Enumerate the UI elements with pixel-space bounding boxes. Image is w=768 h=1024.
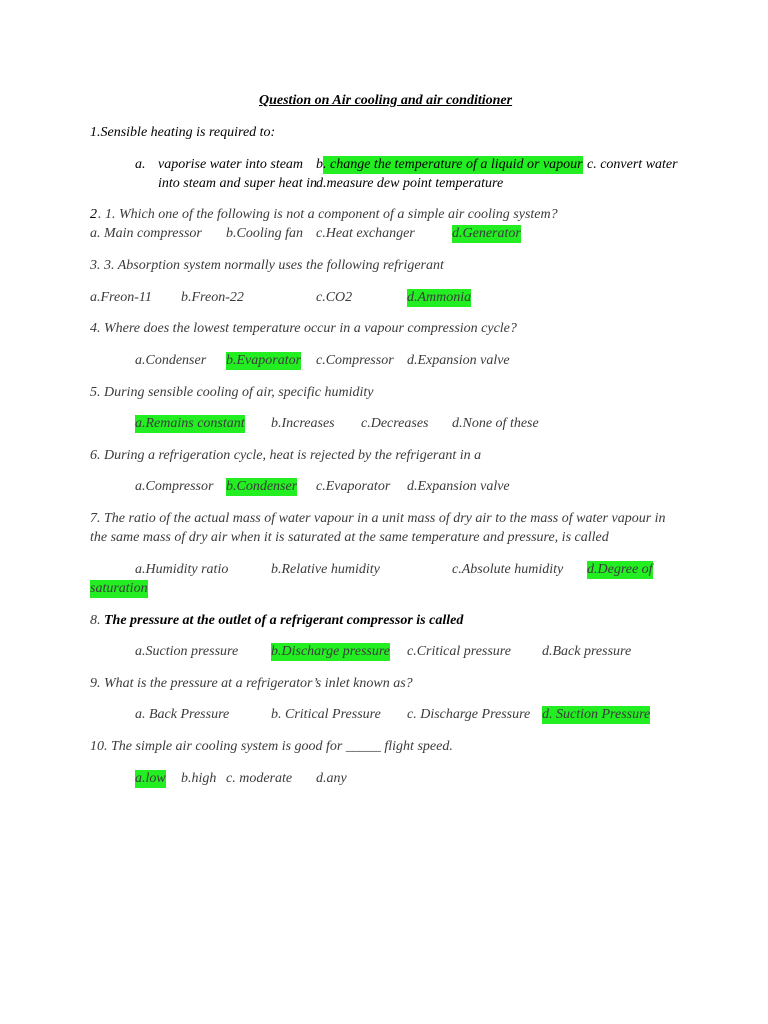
question-7-option-c: c.Absolute humidity (452, 562, 564, 577)
question-1-option-c: c. convert water (587, 157, 678, 172)
question-2-number: 2 (90, 207, 97, 222)
question-2-option-b: b.Cooling fan (226, 226, 304, 241)
question-8-option-a: a.Suction pressure (135, 644, 239, 659)
question-2-option-a: a. Main compressor (90, 226, 202, 241)
question-1-option-b-prefix: b (316, 157, 323, 172)
question-9-stem: 9. What is the pressure at a refrigerator’s inlet known as? (90, 676, 413, 691)
question-4-option-d: d.Expansion valve (407, 353, 510, 368)
question-3-option-b: b.Freon-22 (181, 290, 244, 305)
question-10-option-d: d.any (316, 771, 347, 786)
question-8-option-d: d.Back pressure (542, 644, 632, 659)
question-6-option-b-answer: b.Condenser (226, 479, 298, 494)
question-7-option-b: b.Relative humidity (271, 562, 380, 577)
question-7-option-d-answer: d.Degree of (587, 562, 653, 577)
question-1-stem: 1.Sensible heating is required to: (90, 125, 276, 140)
question-10-option-b: b.high (181, 771, 217, 786)
question-5-option-c: c.Decreases (361, 416, 429, 431)
question-6-option-d: d.Expansion valve (407, 479, 510, 494)
question-1-option-c-continued: into steam and super heat in (158, 176, 318, 191)
question-2-option-c: c.Heat exchanger (316, 226, 415, 241)
question-9-option-d-answer: d. Suction Pressure (542, 707, 651, 722)
question-8-number: 8. (90, 613, 101, 628)
question-9-option-b: b. Critical Pressure (271, 707, 381, 722)
question-8-stem: The pressure at the outlet of a refrigerant compressor is called (104, 613, 464, 628)
question-1-option-a: vaporise water into steam (158, 157, 304, 172)
question-5-option-a-answer: a.Remains constant (135, 416, 245, 431)
question-4-stem: 4. Where does the lowest temperature occur in a vapour compression cycle? (90, 321, 517, 336)
question-6-option-a: a.Compressor (135, 479, 214, 494)
question-5-stem: 5. During sensible cooling of air, specific humidity (90, 385, 374, 400)
question-2-stem: . 1. Which one of the following is not a component of a simple air cooling system? (98, 207, 558, 222)
page-title: Question on Air cooling and air conditioner (259, 93, 513, 108)
question-10-option-c: c. moderate (226, 771, 293, 786)
question-9-option-a: a. Back Pressure (135, 707, 230, 722)
question-7-stem-line-2: the same mass of dry air when it is saturated at the same temperature and pressure, is called (90, 530, 609, 545)
question-7-option-a: a.Humidity ratio (135, 562, 229, 577)
question-1-option-d: d.measure dew point temperature (316, 176, 504, 191)
question-2-option-d-answer: d.Generator (452, 226, 521, 241)
question-1-option-b-answer: . change the temperature of a liquid or vapour (323, 157, 583, 172)
question-5-option-b: b.Increases (271, 416, 335, 431)
question-9-option-c: c. Discharge Pressure (407, 707, 531, 722)
question-6-option-c: c.Evaporator (316, 479, 391, 494)
question-3-option-d-answer: d.Ammonia (407, 290, 472, 305)
question-4-option-b-answer: b.Evaporator (226, 353, 302, 368)
question-1-list-marker: a. (135, 157, 146, 172)
question-8-option-c: c.Critical pressure (407, 644, 511, 659)
question-4-option-a: a.Condenser (135, 353, 207, 368)
question-3-option-a: a.Freon-11 (90, 290, 152, 305)
question-8-option-b-answer: b.Discharge pressure (271, 644, 390, 659)
question-4-option-c: c.Compressor (316, 353, 394, 368)
question-6-stem: 6. During a refrigeration cycle, heat is rejected by the refrigerant in a (90, 448, 482, 463)
question-7-stem-line-1: 7. The ratio of the actual mass of water vapour in a unit mass of dry air to the mass of water vapour in (90, 511, 666, 526)
question-7-option-d-answer-continued: saturation (90, 581, 148, 596)
question-10-stem: 10. The simple air cooling system is good for _____ flight speed. (90, 739, 453, 754)
question-3-option-c: c.CO2 (316, 290, 353, 305)
question-5-option-d: d.None of these (452, 416, 539, 431)
question-10-option-a-answer: a.low (135, 771, 166, 786)
question-3-stem: 3. 3. Absorption system normally uses the following refrigerant (90, 258, 444, 273)
